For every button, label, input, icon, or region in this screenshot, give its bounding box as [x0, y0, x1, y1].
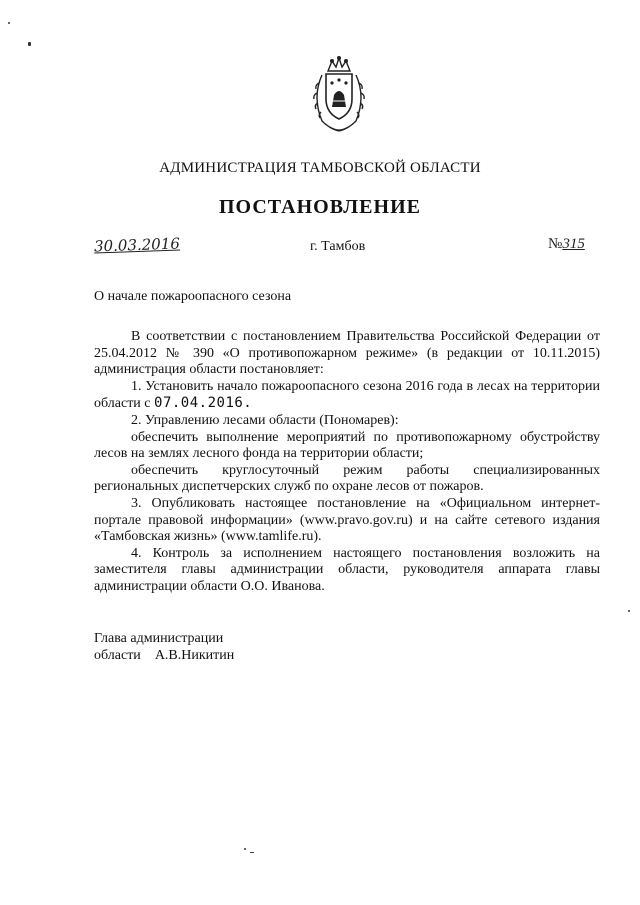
scan-speck [8, 22, 10, 24]
document-subject: О начале пожароопасного сезона [94, 289, 292, 304]
season-start-date: 07.04.2016. [154, 395, 253, 412]
scan-speck [628, 610, 630, 612]
item-2a-paragraph: обеспечить выполнение мероприятий по противопожарному обустройству лесов на землях лесного фонда на территории области; [94, 429, 600, 462]
item-2b-paragraph: обеспечить круглосуточный режим работы специализированных региональных диспетчерских служб по охране лесов от пожаров. [94, 462, 600, 495]
signature-block [94, 630, 234, 664]
scan-speck [28, 42, 31, 46]
item-4-paragraph: 4. Контроль за исполнением настоящего постановления возложить на заместителя главы администрации области, руководителя аппарата главы администрации области О.О. Иванова. [94, 545, 600, 594]
organization-name: АДМИНИСТРАЦИЯ ТАМБОВСКОЙ ОБЛАСТИ [159, 160, 481, 176]
document-date: 30.03.2016 [93, 234, 181, 256]
scan-speck [250, 852, 254, 853]
signer-position-line-2 [94, 647, 234, 664]
document-body [94, 329, 600, 596]
signer-position-region: области [94, 648, 141, 663]
document-number [548, 236, 585, 253]
number-sign: № [548, 236, 563, 252]
scan-speck [244, 848, 246, 850]
document-city: г. Тамбов [310, 239, 366, 254]
document-type-title: ПОСТАНОВЛЕНИЕ [219, 196, 421, 218]
item-3-paragraph: 3. Опубликовать настоящее постановление на «Официальном интернет-портале правовой информации» (www.pravo.gov.ru) и на сайте сетевого издания «Тамбовская жизнь» (www.tamlife.ru). [94, 495, 600, 545]
signer-position-line-1: Глава администрации [94, 631, 224, 646]
item-2-paragraph: 2. Управлению лесами области (Пономарев): [131, 412, 399, 428]
number-value: 315 [562, 236, 585, 252]
preamble-paragraph: В соответствии с постановлением Правительства Российской Федерации от 25.04.2012 № 390 «О противопожарном режиме» (в редакции от 10.11.2015) администрация области постановляет: [94, 329, 600, 378]
tambov-coat-of-arms-icon [308, 55, 370, 135]
item-1-text: 1. Установить начало пожароопасного сезона 2016 года в лесах на территории области с [94, 378, 600, 412]
signer-name: А.В.Никитин [154, 648, 235, 663]
item-1-paragraph [94, 379, 600, 413]
